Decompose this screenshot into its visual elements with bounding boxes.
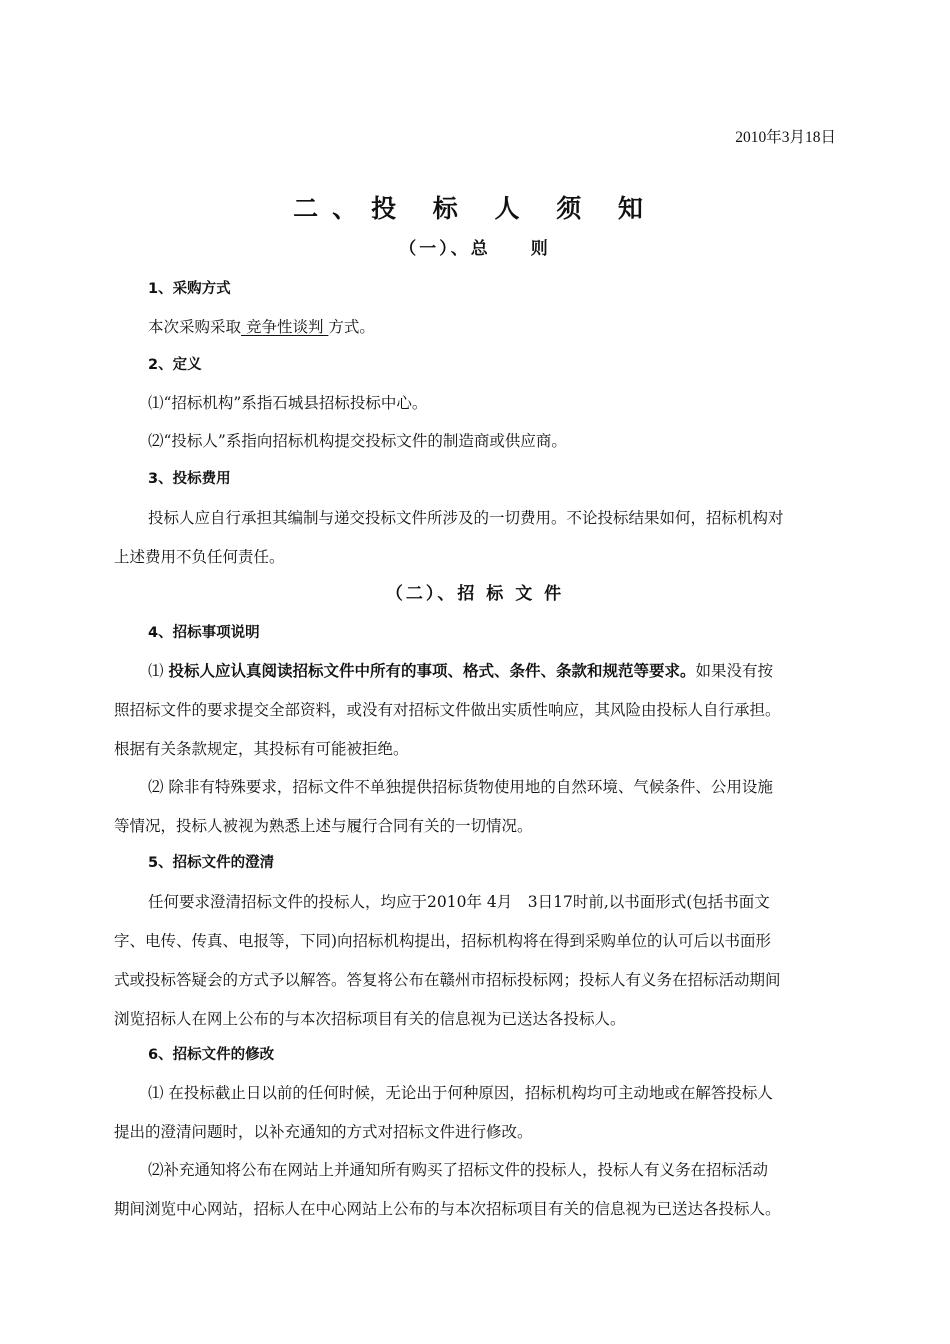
item-number: ⑴ [148, 662, 169, 680]
heading-tender-items: 4、招标事项说明 [148, 625, 260, 641]
paragraph-tender-items-a-line1 [148, 661, 773, 681]
paragraph-procurement-method [148, 317, 375, 337]
page-title: 二、投 标 人 须 知 [293, 194, 657, 223]
text-segment: 如果没有按 [695, 662, 773, 680]
procurement-method-value: 竞争性谈判 [241, 318, 329, 336]
heading-clarification: 5、招标文件的澄清 [148, 855, 275, 871]
paragraph-modification-a-line2: 提出的澄清问题时，以补充通知的方式对招标文件进行修改。 [114, 1123, 533, 1141]
paragraph-tender-items-b-line2: 等情况，投标人被视为熟悉上述与履行合同有关的一切情况。 [114, 817, 533, 835]
section-title-tender-documents: （二）、招 标 文 件 [385, 584, 565, 604]
heading-bid-costs: 3、投标费用 [148, 471, 231, 487]
document-date: 2010年3月18日 [735, 129, 836, 146]
section-title-general: （一）、总 则 [399, 239, 551, 259]
heading-procurement-method: 1、采购方式 [148, 281, 231, 297]
paragraph-clarification-line1: 任何要求澄清招标文件的投标人，均应于2010年 4月 3日17时前,以书面形式(包括书面文 [148, 893, 770, 911]
paragraph-bid-costs-line2: 上述费用不负任何责任。 [114, 548, 285, 566]
heading-definitions: 2、定义 [148, 357, 202, 373]
paragraph-clarification-line3: 式或投标答疑会的方式予以解答。答复将公布在赣州市招标投标网；投标人有义务在招标活动期间 [114, 971, 781, 989]
text-segment: 本次采购采取 [148, 318, 242, 336]
paragraph-modification-b-line1: ⑵补充通知将公布在网站上并通知所有购买了招标文件的投标人，投标人有义务在招标活动 [148, 1161, 769, 1179]
emphasis-text: 投标人应认真阅读招标文件中所有的事项、格式、条件、条款和规范等要求。 [168, 662, 696, 680]
paragraph-bid-costs-line1: 投标人应自行承担其编制与递交投标文件所涉及的一切费用。不论投标结果如何，招标机构对 [148, 509, 784, 527]
paragraph-tender-items-a-line3: 根据有关条款规定，其投标有可能被拒绝。 [114, 740, 409, 758]
paragraph-tender-items-b-line1: ⑵ 除非有特殊要求，招标文件不单独提供招标货物使用地的自然环境、气候条件、公用设施 [148, 778, 773, 796]
paragraph-clarification-line4: 浏览招标人在网上公布的与本次招标项目有关的信息视为已送达各投标人。 [114, 1010, 626, 1028]
paragraph-tender-items-a-line2: 照招标文件的要求提交全部资料，或没有对招标文件做出实质性响应，其风险由投标人自行承担。 [114, 701, 781, 719]
definition-bidder: ⑵“投标人”系指向招标机构提交投标文件的制造商或供应商。 [148, 432, 567, 450]
paragraph-modification-b-line2: 期间浏览中心网站，招标人在中心网站上公布的与本次招标项目有关的信息视为已送达各投标人。 [114, 1200, 781, 1218]
paragraph-clarification-line2: 字、电传、传真、电报等，下同)向招标机构提出，招标机构将在得到采购单位的认可后以书面形 [114, 932, 772, 950]
text-segment: 方式。 [328, 318, 375, 336]
paragraph-modification-a-line1: ⑴ 在投标截止日以前的任何时候，无论出于何种原因，招标机构均可主动地或在解答投标人 [148, 1084, 773, 1102]
heading-modification: 6、招标文件的修改 [148, 1047, 275, 1063]
definition-tender-agency: ⑴“招标机构”系指石城县招标投标中心。 [148, 394, 428, 412]
